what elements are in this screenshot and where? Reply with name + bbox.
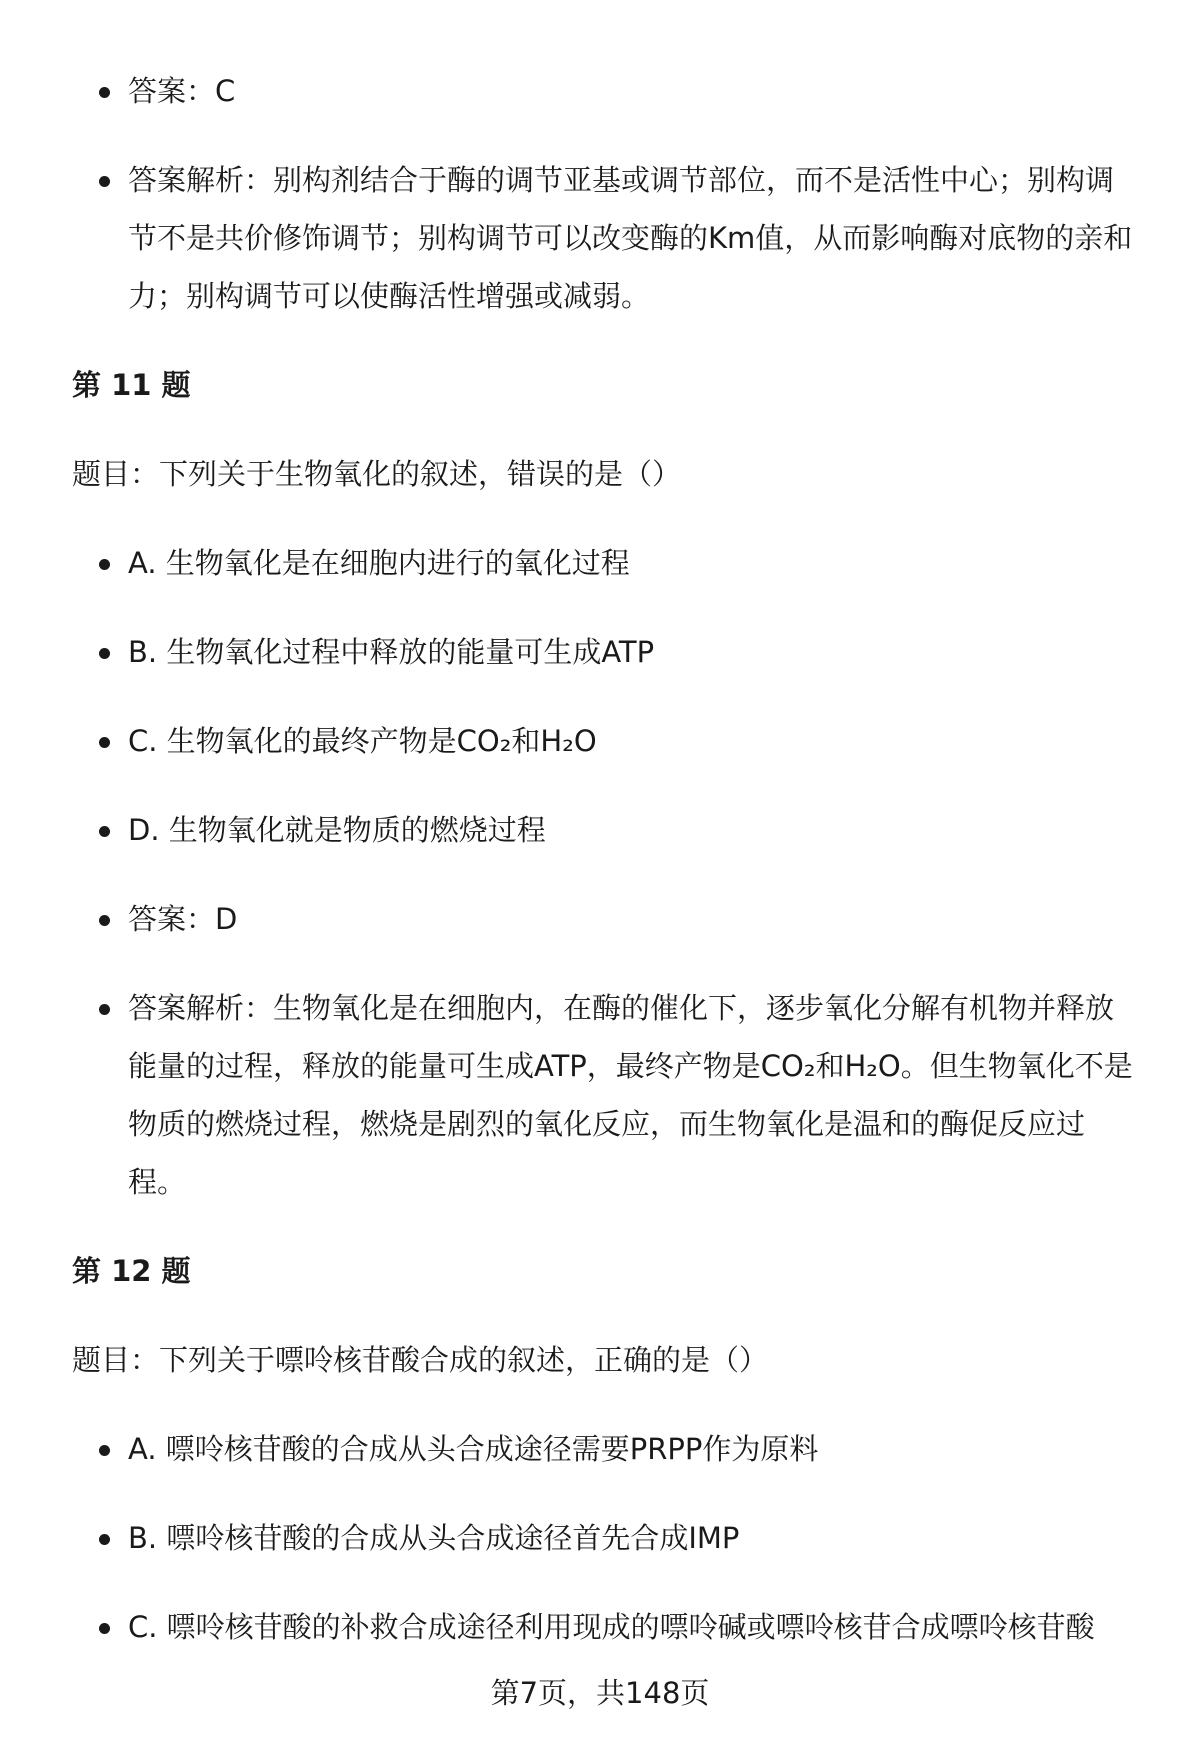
answer-item: 答案：D	[72, 890, 1142, 948]
page-content	[72, 62, 1142, 1687]
question-12-heading: 第 12 题	[72, 1254, 191, 1288]
option-d: D. 生物氧化就是物质的燃烧过程	[72, 801, 1142, 859]
page-number-footer: 第7页，共148页	[490, 1676, 710, 1710]
option-a: A. 生物氧化是在细胞内进行的氧化过程	[72, 534, 1142, 592]
option-a: A. 嘌呤核苷酸的合成从头合成途径需要PRPP作为原料	[72, 1420, 1142, 1478]
question-11-heading: 第 11 题	[72, 368, 191, 402]
question-12-options	[72, 1420, 1142, 1656]
option-b: B. 生物氧化过程中释放的能量可生成ATP	[72, 623, 1142, 681]
option-c: C. 嘌呤核苷酸的补救合成途径利用现成的嘌呤碱或嘌呤核苷合成嘌呤核苷酸	[72, 1598, 1142, 1656]
answer-explanation-item: 答案解析：生物氧化是在细胞内，在酶的催化下，逐步氧化分解有机物并释放能量的过程，释放的能量可生成ATP，最终产物是CO₂和H₂O。但生物氧化不是物质的燃烧过程，燃烧是剧烈的氧化反应，而生物氧化是温和的酶促反应过程。	[72, 979, 1142, 1211]
option-b: B. 嘌呤核苷酸的合成从头合成途径首先合成IMP	[72, 1509, 1142, 1567]
question-12-stem: 题目：下列关于嘌呤核苷酸合成的叙述，正确的是（）	[72, 1343, 769, 1377]
answer-explanation-item: 答案解析：别构剂结合于酶的调节亚基或调节部位，而不是活性中心；别构调节不是共价修饰调节；别构调节可以改变酶的Km值，从而影响酶对底物的亲和力；别构调节可以使酶活性增强或减弱。	[72, 151, 1142, 325]
question-11-stem: 题目：下列关于生物氧化的叙述，错误的是（）	[72, 457, 682, 491]
answer-item: 答案：C	[72, 62, 1142, 120]
option-c: C. 生物氧化的最终产物是CO₂和H₂O	[72, 712, 1142, 770]
q10-answer-list	[72, 62, 1142, 325]
question-11-options	[72, 534, 1142, 1211]
